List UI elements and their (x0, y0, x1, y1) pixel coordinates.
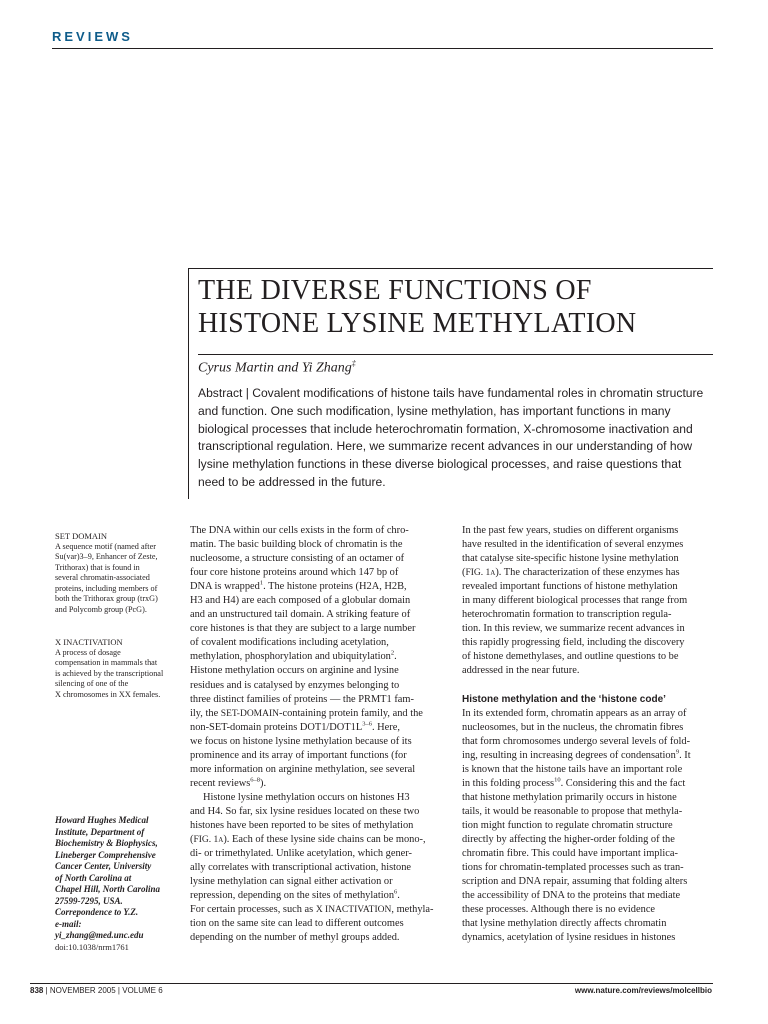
text-span: methylation, phosphorylation and ubiquitylation (190, 651, 391, 663)
body-column-1 (190, 524, 442, 945)
text-line: tion might function to regulate chromatin structure (462, 819, 673, 831)
citation-ref: 9 (675, 748, 680, 756)
text-line: have resulted in the identification of several enzymes (462, 539, 684, 551)
abstract-line: Abstract | Covalent modifications of histone tails have fundamental roles in chromatin structure (198, 386, 704, 400)
citation-ref: 3–6 (362, 720, 372, 728)
journal-url[interactable]: www.nature.com/reviews/molcellbio (574, 986, 712, 995)
text-span: in this folding process (462, 777, 555, 789)
text-span: , methyla- (391, 904, 434, 916)
text-line: this rapidly progressing field, including the discovery (462, 637, 685, 649)
text-span: ( (190, 834, 194, 846)
affiliation-line: of North Carolina at (55, 872, 132, 883)
figure-ref[interactable]: FIG. 1a (465, 568, 496, 579)
affiliation-line: e-mail: (55, 918, 82, 929)
glossary-term: SET DOMAIN (55, 531, 108, 541)
text-line: Histone methylation occurs on arginine and lysine (190, 665, 399, 677)
affiliation-line: Institute, Department of (55, 826, 145, 837)
glossary-term: X INACTIVATION (55, 637, 123, 647)
text-line: three distinct families of proteins — the PRMT1 fam- (190, 693, 414, 705)
text-line: nucleosome, a structure consisting of an octamer of (190, 553, 405, 565)
text-line: core histones is that they are subject to a large number (190, 623, 416, 635)
text-line: more information on arginine methylation, see several (190, 763, 416, 775)
text-line: of histone demethylases, and outline questions to be (462, 651, 679, 663)
affiliation-line: Lineberger Comprehensive (55, 849, 156, 860)
text-line (190, 833, 442, 847)
text-line: revealed important functions of histone methylation (462, 581, 678, 593)
text-line: four core histone proteins around which 147 bp of (190, 567, 399, 579)
text-line: The DNA within our cells exists in the form of chro- (190, 525, 409, 536)
title-rule (198, 354, 713, 355)
text-span: ). (260, 777, 267, 789)
text-line: In the past few years, studies on different organisms (462, 525, 679, 536)
text-span: . The histone proteins (H2A, H2B, (263, 581, 407, 593)
glossary-line: both the Trithorax group (trxG) (55, 594, 158, 603)
text-line: In its extended form, chromatin appears as an array of (462, 707, 687, 719)
text-line (190, 707, 442, 721)
abstract-line: biological processes that include heterochromatin formation, X-chromosome inactivation and (198, 421, 693, 436)
title-line: THE DIVERSE FUNCTIONS OF (198, 275, 592, 306)
abstract-line: transcriptional regulation. Here, we summarize recent advances in our understanding of how (198, 439, 693, 454)
text-line: tions for chromatin-templated processes such as tran- (462, 862, 684, 874)
text-span: -containing protein family, and the (279, 707, 423, 719)
text-line (190, 903, 442, 917)
glossary-line: several chromatin-associated (55, 573, 150, 582)
text-line (190, 889, 442, 903)
text-span: ing, resulting in increasing degrees of condensation (462, 749, 676, 761)
glossary-line: and Polycomb group (PcG). (55, 604, 147, 614)
citation-ref: 1 (259, 579, 264, 587)
title-box-top-rule (188, 268, 713, 269)
citation-ref: 2 (390, 649, 395, 657)
affiliation-line: 27599-7295, USA. (55, 895, 123, 906)
text-line: that catalyse site-specific histone lysine methylation (462, 553, 679, 565)
issue-volume: NOVEMBER 2005 | VOLUME 6 (49, 986, 163, 995)
text-line: scription and DNA repair, assuming that folding alters (462, 876, 688, 888)
text-line: depending on the number of methyl groups added. (190, 932, 400, 944)
abstract-line: and function. One such modification, lysine methylation, has important functions in many (198, 403, 671, 418)
text-line: Histone lysine methylation occurs on histones H3 (190, 791, 410, 803)
text-line (462, 749, 714, 763)
text-line: chromatin fibre. This could have important implica- (462, 848, 678, 860)
title-box-left-rule (188, 268, 189, 499)
text-span: . (397, 890, 400, 902)
text-span: For certain processes, such as (190, 904, 316, 916)
email-address: yi_zhang@med.unc.edu (55, 930, 144, 940)
text-span: DNA is wrapped (190, 581, 260, 593)
text-span: . It (679, 749, 691, 761)
glossary-line: X chromosomes in XX females. (55, 689, 161, 699)
text-line: directly by affecting the higher-order folding of the (462, 833, 675, 845)
text-span: . (394, 651, 397, 663)
text-line: is known that the histone tails have an important role (462, 763, 683, 775)
author-affiliation-mark: ‡ (351, 359, 356, 368)
text-line: in many different biological processes that range from (462, 595, 688, 607)
affiliation-line: Cancer Center, University (55, 861, 152, 871)
author-affiliation (55, 815, 180, 953)
text-line: matin. The basic building block of chromatin is the (190, 539, 403, 551)
text-span: . Considering this and the fact (560, 777, 686, 789)
text-span: repression, depending on the sites of methylation (190, 890, 395, 902)
text-line: dynamics, acetylation of lysine residues in histones (462, 932, 676, 944)
text-span: . Here, (371, 721, 400, 733)
text-line: di- or trimethylated. Unlike acetylation, which gener- (190, 848, 412, 860)
text-line (462, 566, 714, 580)
page-number: 838 (30, 986, 44, 995)
citation-ref: 6–8 (250, 776, 261, 784)
text-span: ( (462, 567, 466, 579)
glossary-line: Trithorax) that is found in (55, 562, 140, 572)
text-line: the accessibility of DNA to the proteins that mediate (462, 890, 681, 902)
glossary-line: A sequence motif (named after (55, 541, 156, 551)
title-line: HISTONE LYSINE METHYLATION (198, 308, 637, 339)
text-line: and an unstructured tail domain. A striking feature of (190, 609, 411, 621)
text-line: that lysine methylation directly affects chromatin (462, 918, 667, 930)
authors (198, 359, 356, 377)
glossary-link-set-domain[interactable]: SET-DOMAIN (220, 708, 280, 719)
glossary-line: silencing of one of the (55, 679, 129, 688)
section-label: REVIEWS (52, 29, 133, 44)
paragraph-gap (462, 679, 714, 693)
text-line: that histone methylation primarily occurs in histone (462, 791, 677, 803)
text-line (190, 777, 442, 791)
article-title (198, 274, 708, 340)
footer-rule (30, 983, 713, 984)
affiliation-line: Biochemistry & Biophysics, (55, 838, 158, 848)
citation-ref: 6 (394, 888, 398, 896)
text-line: prominence and its array of important functions (for (190, 749, 407, 761)
text-line (190, 580, 442, 594)
glossary-set-domain (55, 531, 177, 615)
text-line: nucleosomes, but in the nucleus, the chromatin fibres (462, 721, 684, 733)
text-line (190, 650, 442, 664)
text-line: tion. In this review, we summarize recent advances in (462, 623, 685, 635)
glossary-line: A process of dosage (55, 647, 121, 657)
text-line: and H4. So far, six lysine residues located on these two (190, 805, 420, 817)
affiliation-line: Chapel Hill, North Carolina (55, 884, 161, 894)
text-span: recent reviews (190, 777, 251, 789)
text-line: we focus on histone lysine methylation because of its (190, 735, 412, 747)
abstract-line: need to be addressed in the future. (198, 474, 386, 489)
text-line: ally correlates with transcriptional activation, histone (190, 862, 412, 874)
abstract-line: lysine methylation functions in these diverse biological processes, and raise questions that (198, 457, 682, 472)
section-heading: Histone methylation and the ‘histone code’ (462, 693, 666, 705)
glossary-link-x-inactivation[interactable]: X INACTIVATION (315, 905, 392, 916)
text-line: lysine methylation can signal either activation or (190, 876, 393, 888)
author-names: Cyrus Martin and Yi Zhang (198, 360, 352, 376)
text-line: that form chromosomes undergo several levels of fold- (462, 735, 691, 747)
text-span: ). Each of these lysine side chains can be mono-, (223, 834, 426, 846)
citation-ref: 10 (554, 776, 561, 784)
text-line: addressed in the near future. (462, 665, 580, 677)
text-line (462, 777, 714, 791)
glossary-line: is achieved by the transcriptional (55, 668, 164, 678)
text-line: H3 and H4) are each composed of a globular domain (190, 595, 411, 607)
abstract (198, 385, 713, 492)
body-column-2 (462, 524, 714, 945)
text-line: heterochromatin formation to transcription regula- (462, 609, 672, 621)
header-rule (52, 48, 713, 49)
glossary-line: proteins, including members of (55, 583, 158, 593)
text-line: these processes. Although there is no evidence (462, 904, 656, 916)
text-span: ). The characterization of these enzymes has (495, 567, 680, 579)
affiliation-line: Correpondence to Y.Z. (55, 907, 139, 917)
text-line: histones have been reported to be sites of methylation (190, 819, 414, 831)
text-line: of covalent modifications including acetylation, (190, 637, 389, 649)
glossary-x-inactivation (55, 637, 177, 700)
text-line (190, 721, 442, 735)
glossary-line: Su(var)3–9, Enhancer of Zeste, (55, 552, 158, 561)
text-span: ily, the (190, 707, 221, 719)
text-span: non-SET-domain proteins DOT1/DOT1L (190, 721, 363, 733)
text-line: tails, it would be reasonable to propose that methyla- (462, 805, 683, 817)
figure-ref[interactable]: FIG. 1a (193, 835, 224, 846)
doi: doi:10.1038/nrm1761 (55, 941, 129, 952)
text-line: residues and is catalysed by enzymes belonging to (190, 679, 400, 691)
text-line: tion on the same site can lead to different outcomes (190, 918, 404, 930)
glossary-line: compensation in mammals that (55, 658, 158, 667)
affiliation-line: Howard Hughes Medical (55, 815, 149, 825)
footer-issue-info: 838 | NOVEMBER 2005 | VOLUME 6 (30, 986, 163, 995)
